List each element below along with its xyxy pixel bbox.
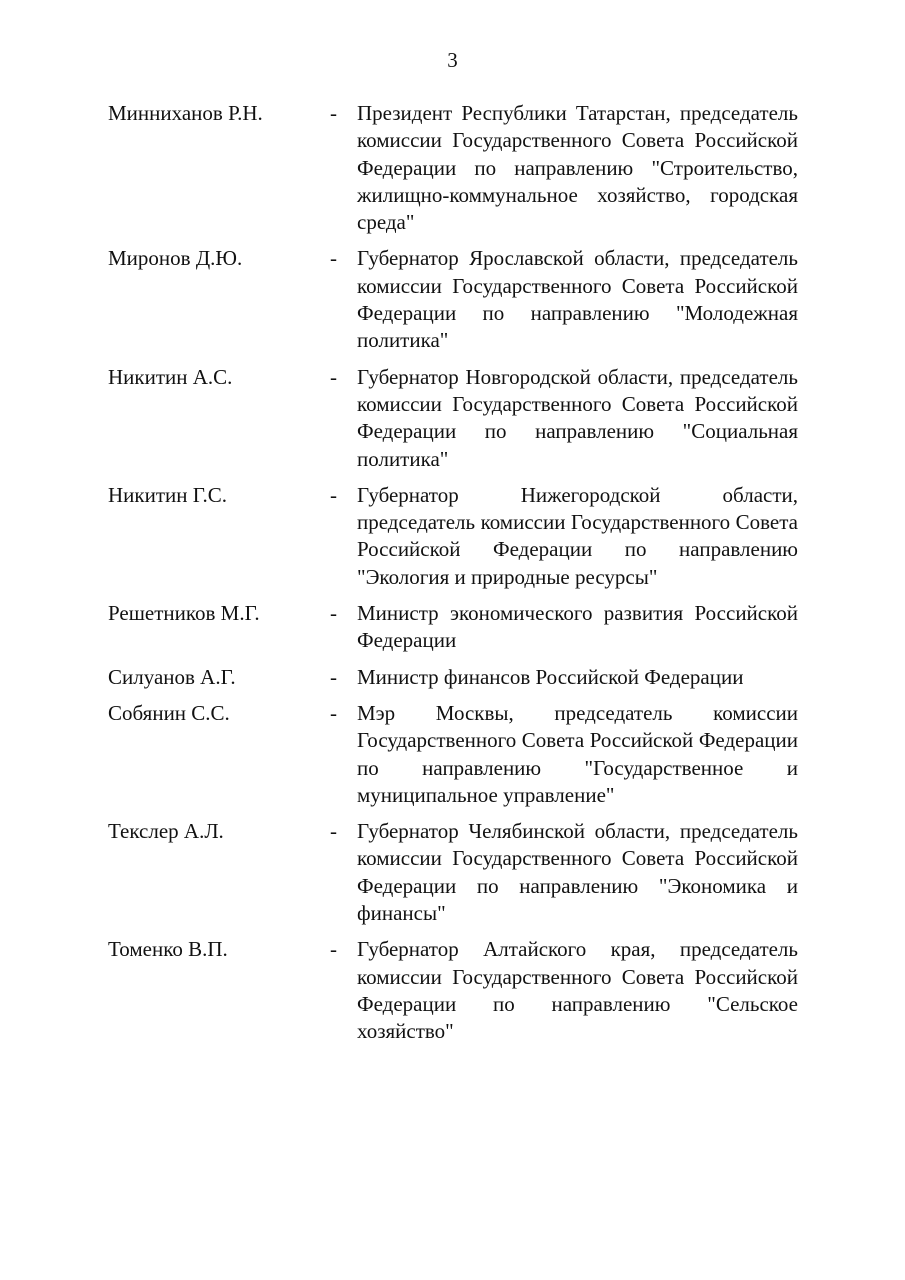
list-item — [108, 364, 798, 473]
list-item — [108, 936, 798, 1045]
list-item — [108, 600, 798, 655]
list-item — [108, 700, 798, 809]
member-name: Никитин Г.С. — [108, 482, 228, 507]
member-name: Никитин А.С. — [108, 364, 233, 389]
list-item — [108, 482, 798, 591]
member-position: Губернатор Алтайского края, председатель комиссии Государственного Совета Российской Федерации по направлению "Сельское хозяйство" — [357, 937, 798, 1044]
members-list — [108, 100, 798, 1055]
member-position: Мэр Москвы, председатель комиссии Государственного Совета Российской Федерации по направлению "Государственное и муниципальное управление" — [357, 700, 798, 807]
list-item — [108, 818, 798, 927]
member-position: Губернатор Ярославской области, председатель комиссии Государственного Совета Российской Федерации по направлению "Молодежная политика" — [357, 246, 798, 353]
list-item — [108, 245, 798, 354]
member-position: Губернатор Нижегородской области, председатель комиссии Государственного Совета Российской Федерации по направлению "Экология и природные ресурсы" — [357, 482, 798, 589]
page-number: 3 — [447, 48, 458, 72]
list-item — [108, 100, 798, 236]
member-position: Губернатор Новгородской области, председатель комиссии Государственного Совета Российской Федерации по направлению "Социальная политика" — [357, 364, 798, 471]
dash-separator: - — [330, 664, 337, 689]
member-position: Министр экономического развития Российской Федерации — [357, 601, 798, 653]
dash-separator: - — [330, 101, 337, 125]
member-position: Министр финансов Российской Федерации — [357, 664, 744, 689]
member-name: Силуанов А.Г. — [108, 664, 236, 689]
dash-separator: - — [330, 601, 337, 626]
dash-separator: - — [330, 364, 337, 389]
member-name: Миронов Д.Ю. — [108, 246, 243, 271]
member-position: Губернатор Челябинской области, председатель комиссии Государственного Совета Российской Федерации по направлению "Экономика и финансы" — [357, 819, 798, 926]
dash-separator: - — [330, 246, 337, 271]
member-name: Собянин С.С. — [108, 700, 230, 725]
member-position: Президент Республики Татарстан, председатель комиссии Государственного Совета Российской Федерации по направлению "Строительство, жилищно-коммунальное хозяйство, городская среда" — [357, 101, 798, 235]
member-name: Текслер А.Л. — [108, 819, 224, 844]
dash-separator: - — [330, 482, 337, 507]
member-name: Решетников М.Г. — [108, 601, 260, 626]
dash-separator: - — [330, 937, 337, 962]
dash-separator: - — [330, 819, 337, 844]
dash-separator: - — [330, 700, 337, 725]
member-name: Минниханов Р.Н. — [108, 101, 263, 125]
list-item — [108, 664, 798, 691]
member-name: Томенко В.П. — [108, 937, 228, 962]
